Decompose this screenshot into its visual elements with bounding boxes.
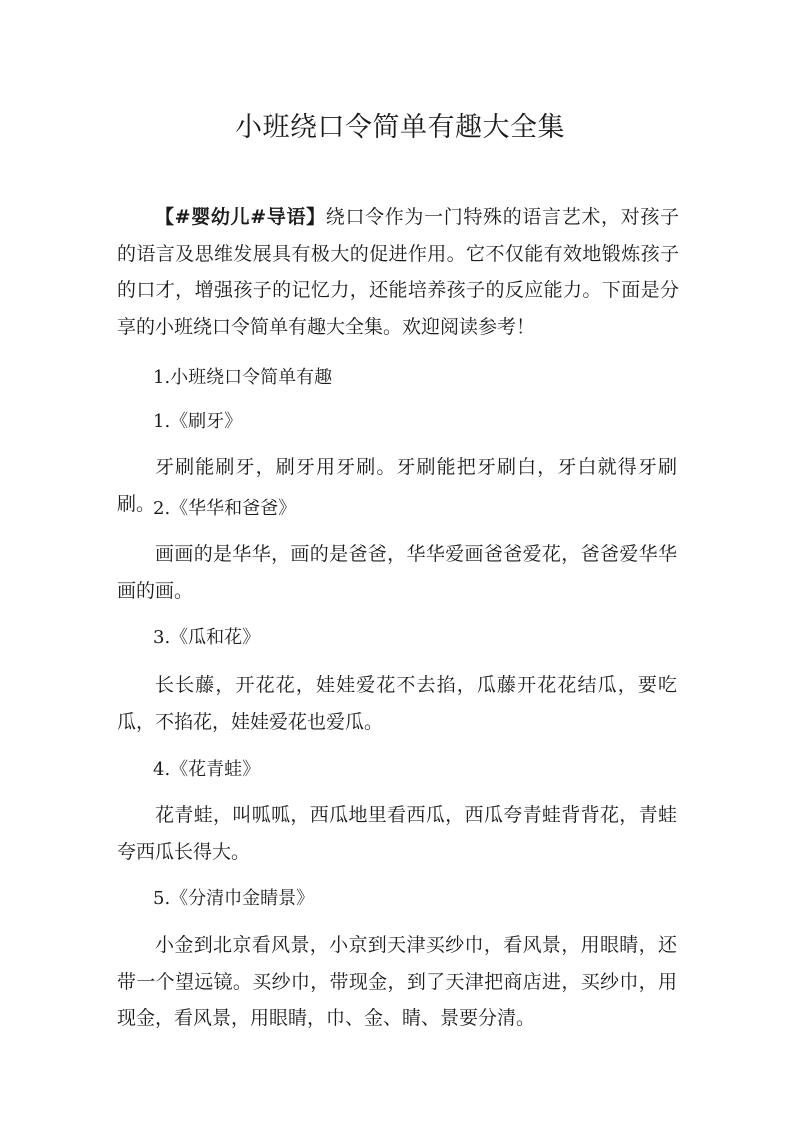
intro-text: 绕口令作为一门特殊的语言艺术，对孩子的语言及思维发展具有极大的促进作用。它不仅能有效地锻炼孩子的口才，增强孩子的记忆力，还能培养孩子的反应能力。下面是分享的小班绕口令简单有趣大全集。欢迎阅读参考！	[117, 206, 679, 338]
document-title: 小班绕口令简单有趣大全集	[235, 112, 565, 143]
item-heading-2: 2.《华华和爸爸》	[153, 498, 297, 519]
section-heading: 1.小班绕口令简单有趣	[153, 367, 333, 388]
intro-paragraph	[117, 199, 679, 345]
item-text-3: 长长藤，开花花，娃娃爱花不去掐，瓜藤开花花结瓜，要吃瓜，不掐花，娃娃爱花也爱瓜。	[117, 674, 677, 733]
intro-tag: 【#婴幼儿#导语】	[155, 206, 326, 228]
item-text-4: 花青蛙，叫呱呱，西瓜地里看西瓜，西瓜夸青蛙背背花，青蛙夸西瓜长得大。	[117, 804, 677, 863]
item-text-2: 画画的是华华，画的是爸爸，华华爱画爸爸爱花，爸爸爱华华画的画。	[117, 543, 677, 602]
item-text-1: 牙刷能刷牙，刷牙用牙刷。牙刷能把牙刷白，牙白就得牙刷刷。	[117, 456, 677, 515]
item-heading-5: 5.《分清巾金睛景》	[153, 888, 315, 909]
item-heading-1: 1.《刷牙》	[153, 411, 243, 432]
item-text-5: 小金到北京看风景，小京到天津买纱巾，看风景，用眼睛，还带一个望远镜。买纱巾，带现金，到了天津把商店进，买纱巾，用现金，看风景，用眼睛，巾、金、睛、景要分清。	[117, 934, 677, 1029]
item-heading-4: 4.《花青蛙》	[153, 759, 261, 780]
item-heading-3: 3.《瓜和花》	[153, 627, 261, 648]
